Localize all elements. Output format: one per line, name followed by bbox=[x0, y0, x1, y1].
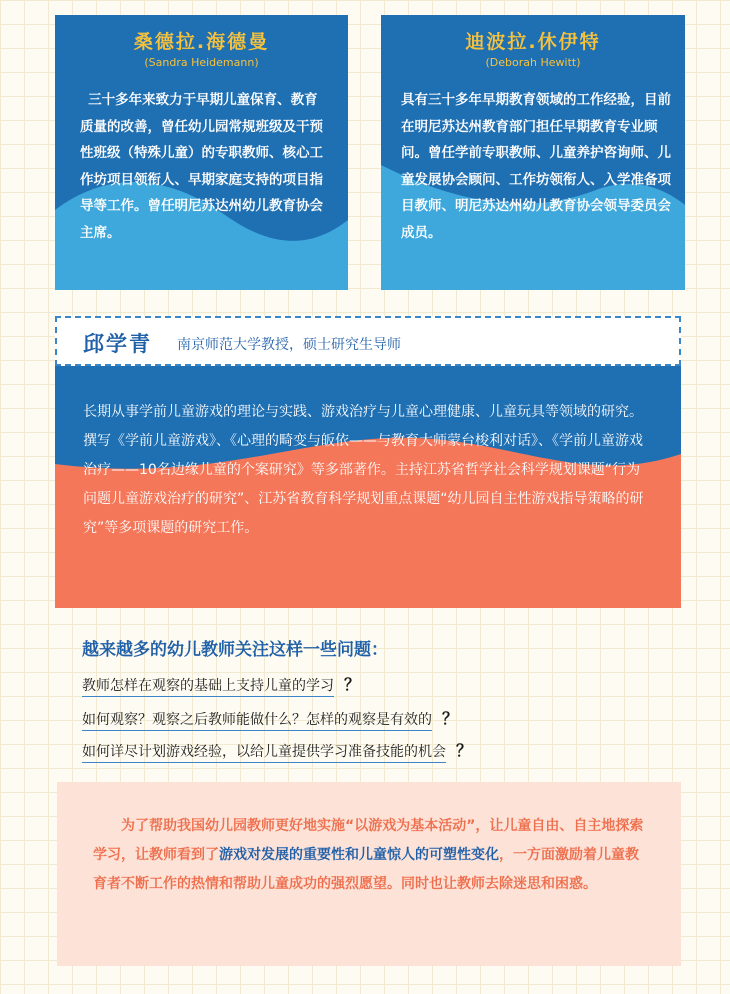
deborah-english-name: (Deborah Hewitt) bbox=[485, 56, 581, 69]
summary-part1: 为了帮助我国幼儿园教师更好地实施“以游戏为基本活动”，让儿童自由、自主地探索学习，让教师看到了 bbox=[93, 818, 644, 863]
question-mark: ？ bbox=[442, 709, 459, 728]
sandra-name: 桑德拉.海德曼 bbox=[133, 31, 270, 53]
questions-title: 越来越多的幼儿教师关注这样一些问题： bbox=[82, 640, 388, 660]
question-item bbox=[82, 706, 458, 729]
qiu-name: 邱学青 bbox=[83, 332, 152, 356]
question-mark: ？ bbox=[456, 741, 473, 760]
deborah-name: 迪波拉.休伊特 bbox=[465, 31, 601, 53]
sandra-english-name: (Sandra Heidemann) bbox=[144, 56, 259, 69]
question-text: 如何详尽计划游戏经验，以给儿童提供学习准备技能的机会 bbox=[82, 744, 446, 763]
sandra-bio: 三十多年来致力于早期儿童保育、教育质量的改善，曾任幼儿园常规班级及干预性班级（特殊儿童）的专职教师、核心工作坊项目领衔人、早期家庭支持的项目指导等工作。曾任明尼苏达州幼儿教育协会主席。 bbox=[80, 92, 323, 241]
question-item bbox=[82, 738, 472, 761]
qiu-header bbox=[55, 316, 681, 366]
summary-box bbox=[57, 782, 681, 966]
qiu-card bbox=[55, 366, 681, 608]
summary-part2: ，一方面激励着儿童教育者不断工作的热情和帮助儿童成功的强烈愿望。同时也让教师去除迷思和困惑。 bbox=[93, 847, 639, 892]
deborah-bio: 具有三十多年早期教育领域的工作经验，目前在明尼苏达州教育部门担任早期教育专业顾问。曾任学前专职教师、儿童养护咨询师、儿童发展协会顾问、工作坊领衔人、入学准备项目教师、明尼苏达州幼儿教育协会领导委员会成员。 bbox=[401, 92, 671, 241]
question-item bbox=[82, 672, 360, 695]
qiu-bio: 长期从事学前儿童游戏的理论与实践、游戏治疗与儿童心理健康、儿童玩具等领域的研究。撰写《学前儿童游戏》、《心理的畸变与皈依——与教育大师蒙台梭利对话》、《学前儿童游戏治疗——10名边缘儿童的个案研究》等多部著作。主持江苏省哲学社会科学规划课题“行为问题儿童游戏治疗的研究”、江苏省教育科学规划重点课题“幼儿园自主性游戏指导策略的研究”等多项课题的研究工作。 bbox=[83, 404, 644, 536]
deborah-card bbox=[381, 15, 685, 290]
qiu-title: 南京师范大学教授，硕士研究生导师 bbox=[177, 337, 401, 353]
question-text: 教师怎样在观察的基础上支持儿童的学习 bbox=[82, 678, 334, 697]
question-text: 如何观察？观察之后教师能做什么？怎样的观察是有效的 bbox=[82, 712, 432, 731]
sandra-card bbox=[55, 15, 348, 290]
question-mark: ？ bbox=[344, 675, 361, 694]
summary-highlight: 游戏对发展的重要性和儿童惊人的可塑性变化 bbox=[219, 847, 499, 863]
